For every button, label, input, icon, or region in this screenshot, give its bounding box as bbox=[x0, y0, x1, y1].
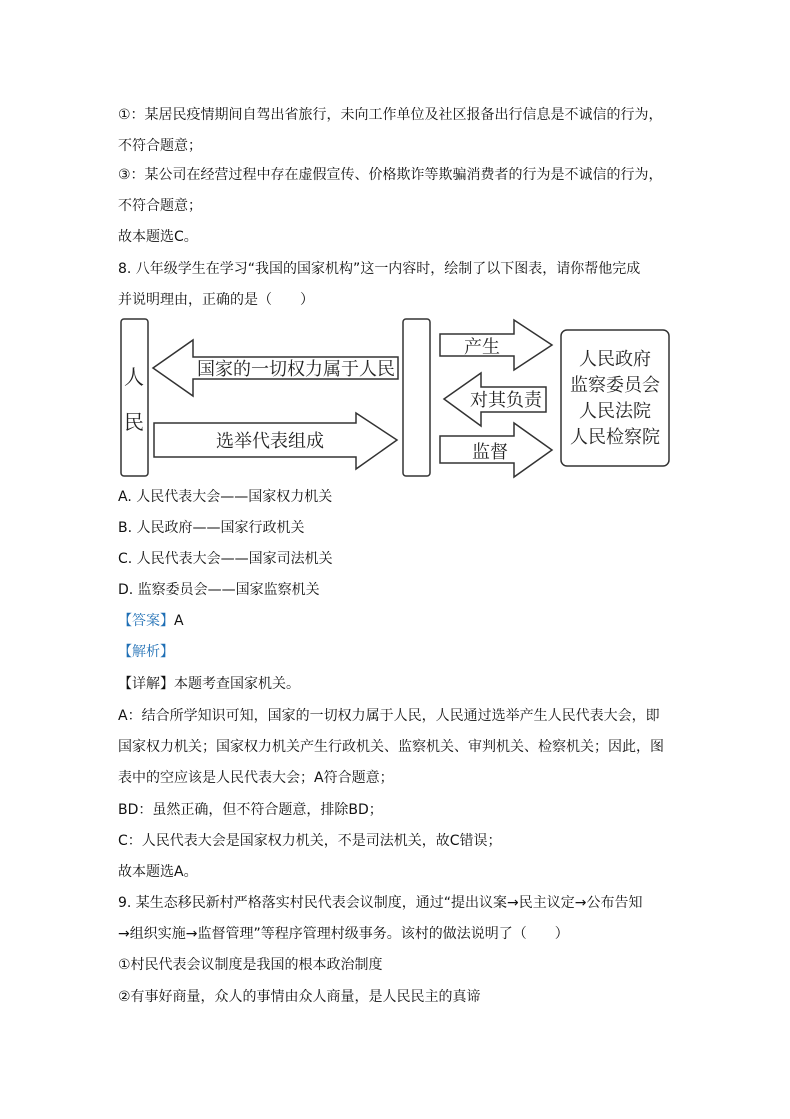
line: 故本题选C。 bbox=[118, 229, 198, 245]
analysis-label: 【解析】 bbox=[118, 644, 174, 660]
detail: 【详解】本题考查国家机关。 bbox=[118, 676, 300, 692]
line: →组织实施→监督管理”等程序管理村级事务。该村的做法说明了（ ） bbox=[118, 926, 569, 942]
line: ③：某公司在经营过程中存在虚假宣传、价格欺诈等欺骗消费者的行为是不诚信的行为， bbox=[118, 167, 663, 183]
answer-value: A bbox=[174, 613, 184, 629]
line: ②有事好商量，众人的事情由众人商量，是人民民主的真谛 bbox=[118, 989, 481, 1005]
line: 故本题选A。 bbox=[118, 864, 198, 880]
option-a: A. 人民代表大会——国家权力机关 bbox=[118, 489, 333, 505]
line: 表中的空应该是人民代表大会；A符合题意； bbox=[118, 770, 394, 786]
organ-label: 人民检察院 bbox=[570, 427, 660, 448]
people-label: 民 bbox=[124, 410, 144, 434]
answer-label: 【答案】 bbox=[118, 613, 174, 629]
line: ①：某居民疫情期间自驾出省旅行，未向工作单位及社区报备出行信息是不诚信的行为， bbox=[118, 107, 663, 123]
arrow-elect-label: 选举代表组成 bbox=[216, 431, 324, 452]
line: 不符合题意； bbox=[118, 138, 202, 154]
line: 不符合题意； bbox=[118, 198, 202, 214]
option-d: D. 监察委员会——国家监察机关 bbox=[118, 582, 320, 598]
question-9: 9. 某生态移民新村严格落实村民代表会议制度，通过“提出议案→民主议定→公布告知 bbox=[118, 895, 643, 911]
question-8: 8. 八年级学生在学习“我国的国家机构”这一内容时，绘制了以下图表，请你帮他完成 bbox=[118, 261, 641, 277]
organ-label: 人民政府 bbox=[579, 349, 651, 370]
line: A：结合所学知识可知，国家的一切权力属于人民，人民通过选举产生人民代表大会，即 bbox=[118, 708, 660, 724]
people-label: 人 bbox=[124, 365, 144, 389]
organ-label: 人民法院 bbox=[579, 401, 651, 422]
line: BD：虽然正确，但不符合题意，排除BD； bbox=[118, 802, 383, 818]
option-b: B. 人民政府——国家行政机关 bbox=[118, 520, 305, 536]
arrow-power-label: 国家的一切权力属于人民 bbox=[197, 359, 395, 380]
organ-label: 监察委员会 bbox=[570, 375, 660, 396]
option-c: C. 人民代表大会——国家司法机关 bbox=[118, 551, 333, 567]
arrow-supervise-label: 监督 bbox=[472, 442, 508, 463]
arrow-produce-label: 产生 bbox=[464, 337, 500, 358]
line: 国家权力机关；国家权力机关产生行政机关、监察机关、审判机关、检察机关；因此，图 bbox=[118, 739, 664, 755]
blank-box bbox=[403, 319, 430, 476]
state-organs-diagram bbox=[110, 312, 680, 482]
people-box bbox=[121, 319, 148, 476]
line: ①村民代表会议制度是我国的根本政治制度 bbox=[118, 957, 383, 973]
answer bbox=[118, 612, 184, 630]
arrow-responsible-label: 对其负责 bbox=[470, 390, 542, 411]
line: C：人民代表大会是国家权力机关，不是司法机关，故C错误； bbox=[118, 833, 502, 849]
line: 并说明理由，正确的是（ ） bbox=[118, 292, 314, 308]
